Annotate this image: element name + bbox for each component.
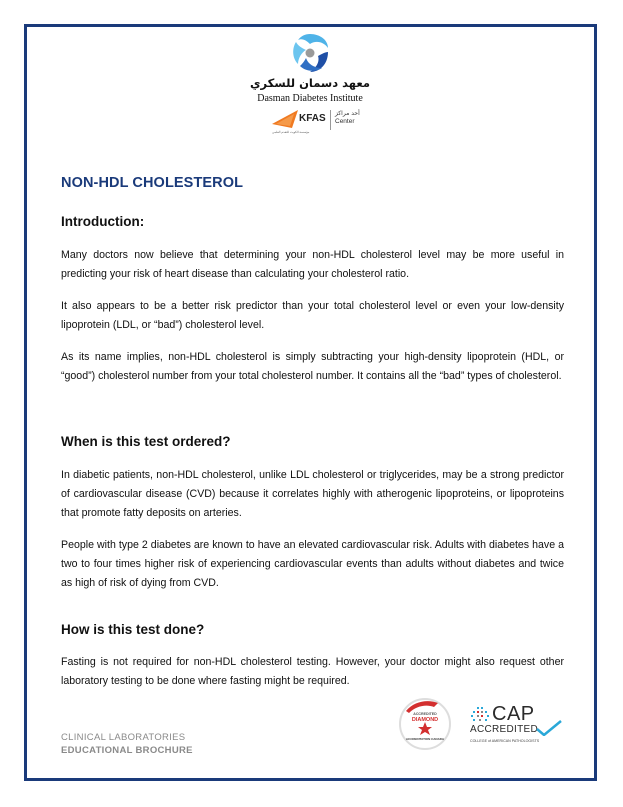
footer-department: CLINICAL LABORATORIES xyxy=(61,732,186,743)
checkmark-icon xyxy=(536,720,562,736)
badge-org-label: ACCREDITATION CANADA xyxy=(405,737,445,741)
accreditation-diamond-badge xyxy=(398,697,452,751)
paragraph: People with type 2 diabetes are known to have an elevated cardiovascular risk. Adults with diabetes have a two to four times higher risk of experiencing cardiovascular events than adults without diabetes and twice as high of risk of dying from CVD. xyxy=(61,539,564,589)
badge-level-label: DIAMOND xyxy=(411,717,439,723)
cap-status: ACCREDITED xyxy=(470,724,539,735)
paragraph: It also appears to be a better risk predictor than your total cholesterol level or even your low-density lipoprotein (LDL, or “bad”) cholesterol level. xyxy=(61,300,564,331)
kfas-name: KFAS xyxy=(299,113,326,124)
cap-accredited-logo xyxy=(470,703,565,751)
cap-acronym: CAP xyxy=(492,703,535,725)
kfas-arabic-label: أحد مراكز xyxy=(335,110,360,117)
badge-seal-icon xyxy=(398,697,452,751)
footer-brochure-label: EDUCATIONAL BROCHURE xyxy=(61,745,193,756)
cap-organization: COLLEGE of AMERICAN PATHOLOGISTS xyxy=(470,739,540,743)
kfas-logo xyxy=(270,108,360,136)
section-heading-how-done: How is this test done? xyxy=(61,622,205,637)
paragraph: In diabetic patients, non-HDL cholesterol, unlike LDL cholesterol or triglycerides, may be a strong predictor of cardiovascular disease (CVD) because it correlates highly with atherogenic lipoproteins, or lipoproteins that promote fatty deposits on arteries. xyxy=(61,469,564,519)
badge-accredited-label: ACCREDITED xyxy=(413,712,437,716)
section-heading-introduction: Introduction: xyxy=(61,214,145,229)
kfas-divider xyxy=(330,110,331,130)
paragraph: Many doctors now believe that determining your non-HDL cholesterol level may be more useful in predicting your risk of heart disease than calculating your cholesterol ratio. xyxy=(61,249,564,280)
document-title: NON-HDL CHOLESTEROL xyxy=(61,175,244,191)
institute-arabic-name: معهد دسمان للسكري xyxy=(249,76,370,90)
paragraph: Fasting is not required for non-HDL cholesterol testing. However, your doctor might also request other laboratory testing to be done where fasting might be required. xyxy=(61,656,564,687)
institute-english-name: Dasman Diabetes Institute xyxy=(257,93,363,104)
section-heading-when-ordered: When is this test ordered? xyxy=(61,434,231,449)
kfas-center-label: Center xyxy=(335,118,355,125)
kfas-wing-icon xyxy=(272,110,298,128)
dasman-logo-icon xyxy=(290,32,330,74)
cap-dots-icon xyxy=(471,707,491,725)
paragraph: As its name implies, non-HDL cholesterol is simply subtracting your high-density lipoprotein (HDL, or “good”) cholesterol number from your total cholesterol number. It contains all the “bad” types of cholesterol. xyxy=(61,351,564,382)
kfas-subtitle: مؤسسة الكويت للتقدم العلمي xyxy=(272,130,310,134)
